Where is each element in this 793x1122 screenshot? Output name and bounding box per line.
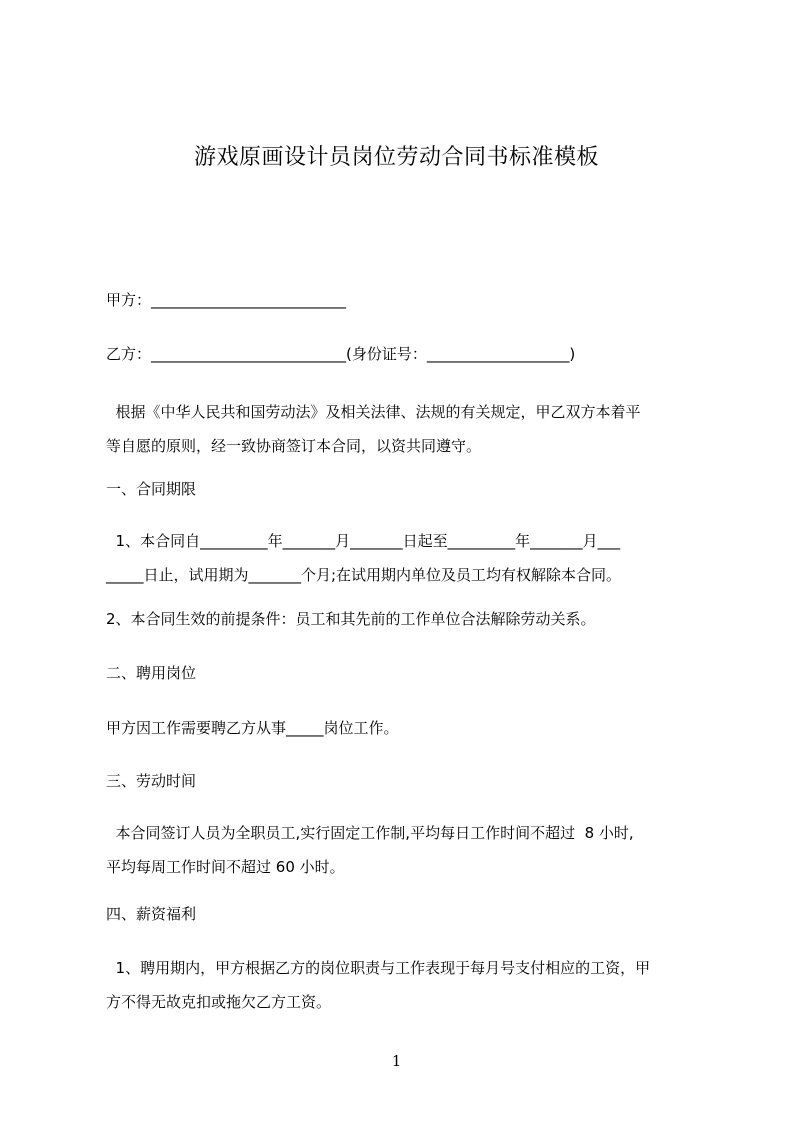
clause-line: _____日止，试用期为_______个月;在试用期内单位及员工均有权解除本合同。 bbox=[106, 566, 622, 584]
clause-line: 1、本合同自_________年_______月_______日起至_________年_______月___ bbox=[106, 532, 621, 550]
section-3-clause-1 bbox=[106, 816, 716, 884]
clause-line: 1、聘用期内，甲方根据乙方的岗位职责与工作表现于每月号支付相应的工资，甲 bbox=[106, 959, 651, 977]
section-4-heading: 四、薪资福利 bbox=[106, 905, 197, 923]
section-2-clause-1: 甲方因工作需要聘乙方从事_____岗位工作。 bbox=[106, 719, 399, 737]
section-1-clause-2: 2、本合同生效的前提条件：员工和其先前的工作单位合法解除劳动关系。 bbox=[106, 610, 596, 628]
section-1-clause-1 bbox=[106, 524, 716, 592]
clause-line: 平均每周工作时间不超过 60 小时。 bbox=[106, 858, 345, 876]
section-2-heading: 二、聘用岗位 bbox=[106, 664, 197, 682]
section-1-heading: 一、合同期限 bbox=[106, 480, 197, 498]
clause-line: 本合同签订人员为全职员工,实行固定工作制,平均每日工作时间不超过 8 小时, bbox=[106, 824, 634, 842]
clause-line: 方不得无故克扣或拖欠乙方工资。 bbox=[106, 993, 332, 1011]
intro-paragraph bbox=[106, 395, 716, 463]
section-4-clause-1 bbox=[106, 951, 716, 1019]
party-b-line: 乙方：__________________________(身份证号：___________________) bbox=[106, 345, 576, 363]
section-3-heading: 三、劳动时间 bbox=[106, 772, 197, 790]
page-number: 1 bbox=[391, 1052, 402, 1070]
party-a-line: 甲方：__________________________ bbox=[106, 291, 347, 309]
intro-line-1: 根据《中华人民共和国劳动法》及相关法律、法规的有关规定，甲乙双方本着平 bbox=[106, 403, 641, 421]
intro-line-2: 等自愿的原则，经一致协商签订本合同，以资共同遵守。 bbox=[106, 437, 482, 455]
document-title: 游戏原画设计员岗位劳动合同书标准模板 bbox=[193, 145, 599, 170]
